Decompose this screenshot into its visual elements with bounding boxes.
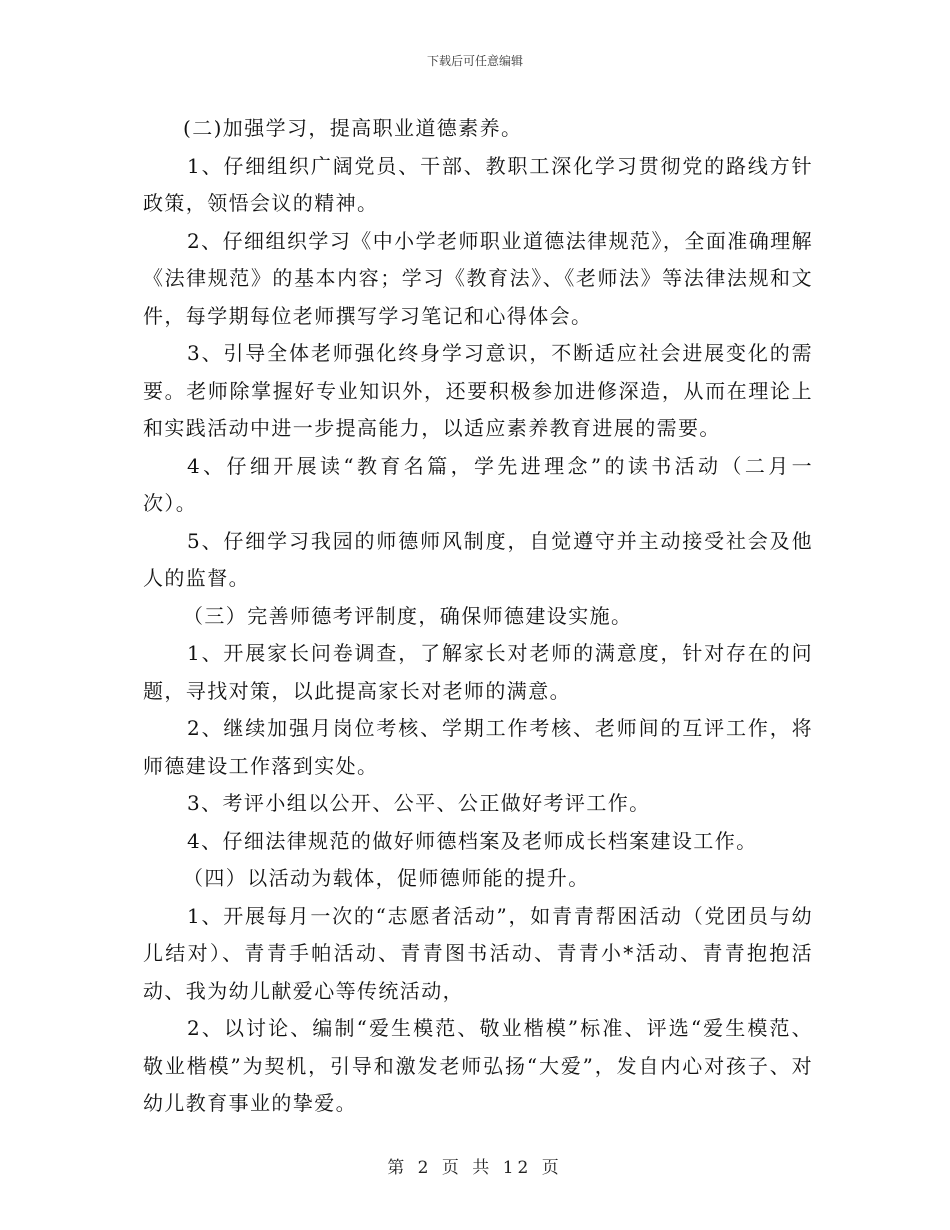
document-body: [143, 110, 813, 1123]
paragraph-item: 2、以讨论、编制“爱生模范、敬业楷模”标准、评选“爱生模范、敬业楷模”为契机，引导和激发老师弘扬“大爱”，发自内心对孩子、对幼儿教育事业的挚爱。: [143, 1016, 813, 1115]
section-heading-2: (二)加强学习，提高职业道德素养。: [183, 116, 523, 140]
section-heading-3: （三）完善师德考评制度，确保师德建设实施。: [183, 603, 633, 628]
paragraph-item: 4、仔细开展读“教育名篇，学先进理念”的读书活动（二月一次）。: [143, 453, 813, 515]
paragraph-item: 1、开展家长问卷调查，了解家长对老师的满意度，针对存在的问题，寻找对策，以此提高家长对老师的满意。: [143, 641, 813, 703]
paragraph-item: 3、引导全体老师强化终身学习意识，不断适应社会进展变化的需要。老师除掌握好专业知识外，还要积极参加进修深造，从而在理论上和实践活动中进一步提高能力，以适应素养教育进展的需要。: [143, 341, 813, 440]
section-heading-4: （四）以活动为载体，促师德师能的提升。: [183, 866, 590, 890]
paragraph-item: 2、仔细组织学习《中小学老师职业道德法律规范》，全面准确理解《法律规范》的基本内容；学习《教育法》、《老师法》等法律法规和文件，每学期每位老师撰写学习笔记和心得体会。: [143, 228, 813, 328]
paragraph-item: 2、继续加强月岗位考核、学期工作考核、老师间的互评工作，将师德建设工作落到实处。: [143, 716, 813, 778]
paragraph-item: 5、仔细学习我园的师德师风制度，自觉遵守并主动接受社会及他人的监督。: [143, 528, 813, 590]
paragraph-item: 1、开展每月一次的“志愿者活动”，如青青帮困活动（党团员与幼儿结对）、青青手帕活动、青青图书活动、青青小*活动、青青抱抱活动、我为幼儿献爱心等传统活动，: [143, 903, 813, 1003]
paragraph-item: 3、考评小组以公开、公平、公正做好考评工作。: [187, 791, 651, 815]
page-header: 下载后可任意编辑: [426, 54, 523, 68]
paragraph-item: 1、仔细组织广阔党员、干部、教职工深化学习贯彻党的路线方针政策，领悟会议的精神。: [143, 153, 813, 215]
paragraph-item: 4、仔细法律规范的做好师德档案及老师成长档案建设工作。: [187, 828, 758, 853]
page-footer: 第 2 页 共 12 页: [387, 1158, 563, 1178]
